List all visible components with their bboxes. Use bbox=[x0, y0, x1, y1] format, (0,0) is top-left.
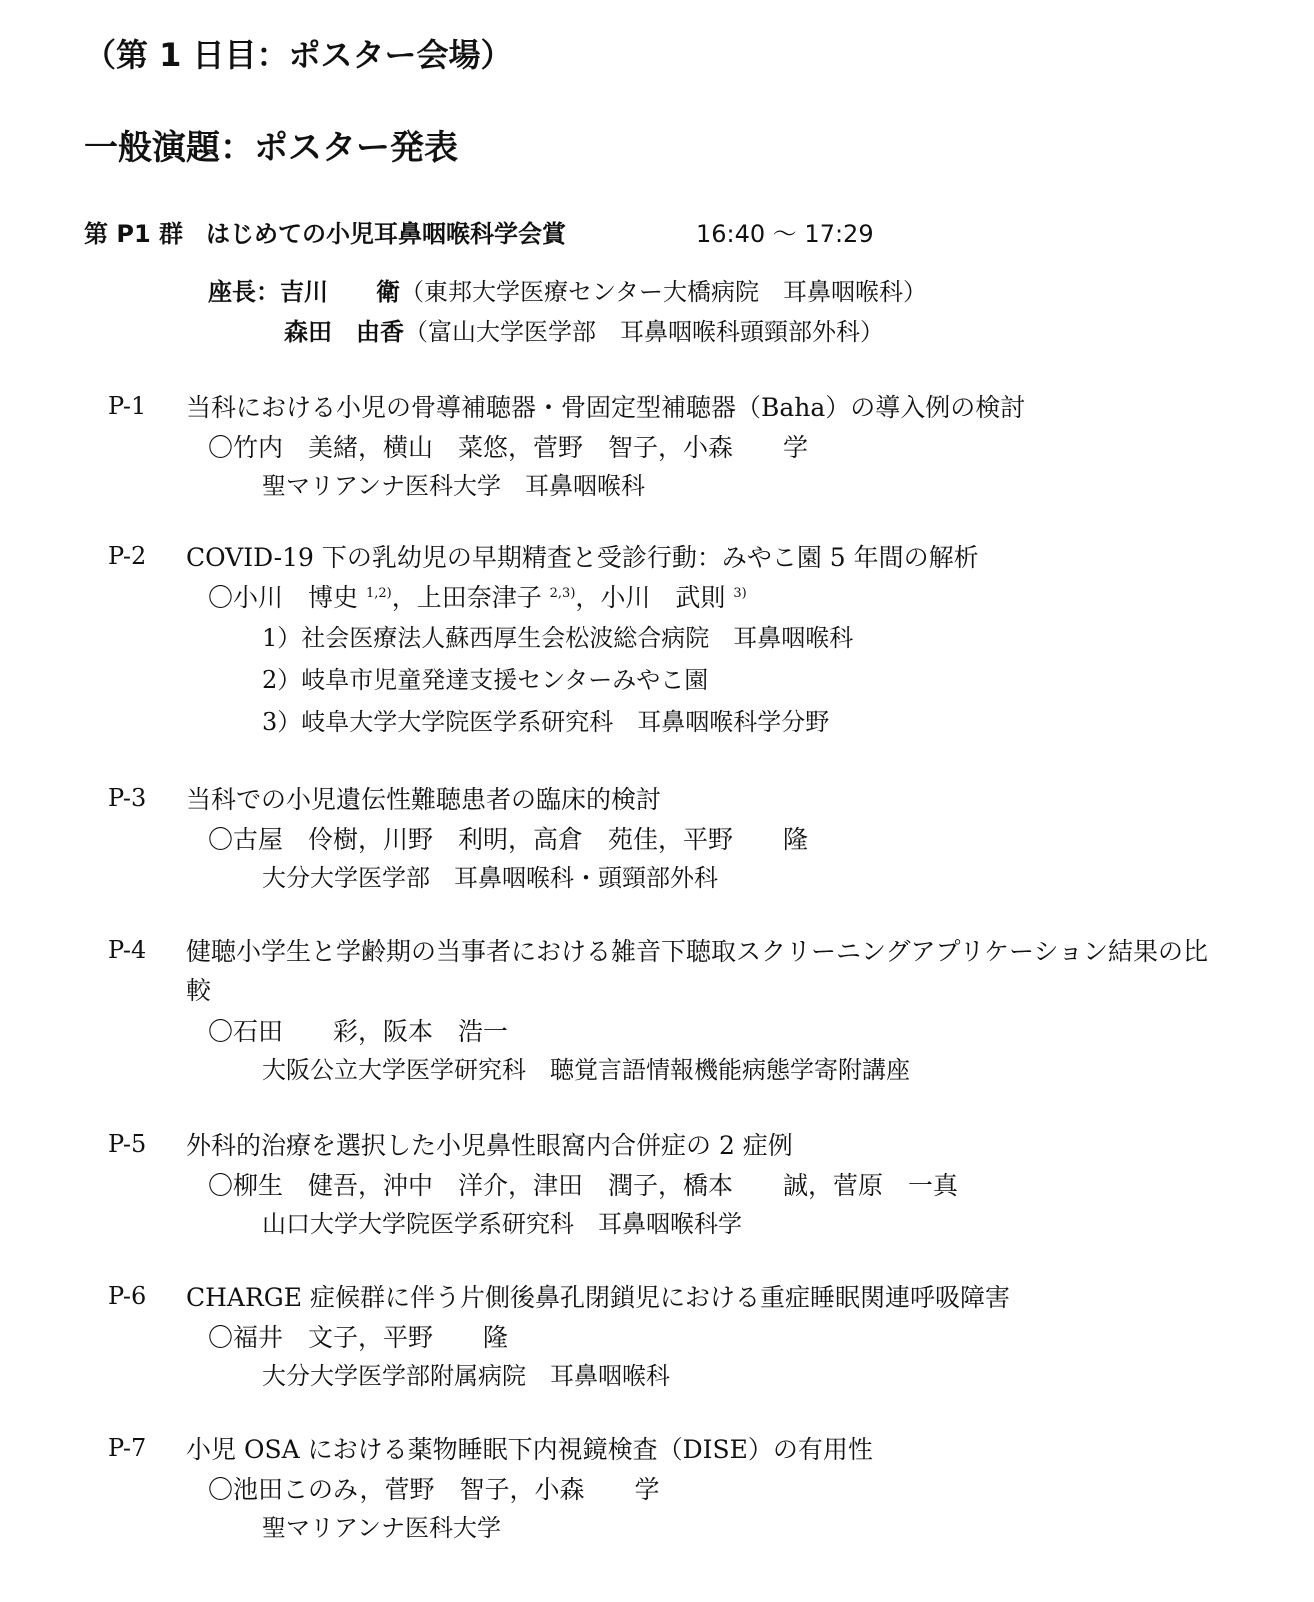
presentation-title: CHARGE 症候群に伴う片側後鼻孔閉鎖児における重症睡眠関連呼吸障害 bbox=[186, 1283, 1010, 1312]
presentation-id: P-2 bbox=[108, 542, 147, 570]
presentation-id: P-1 bbox=[108, 392, 147, 420]
day-header: （第 1 日目：ポスター会場） bbox=[84, 36, 513, 74]
presentation-affiliation: 大分大学医学部附属病院 耳鼻咽喉科 bbox=[262, 1362, 670, 1390]
author-affiliation-mark: 3) bbox=[733, 586, 747, 601]
presentation-affiliation: 聖マリアンナ医科大学 耳鼻咽喉科 bbox=[262, 472, 646, 500]
presentation-affiliation: 聖マリアンナ医科大学 bbox=[262, 1514, 502, 1542]
presentation-title: COVID-19 下の乳幼児の早期精査と受診行動：みやこ園 5 年間の解析 bbox=[186, 543, 979, 572]
chair-name: 森田 由香 bbox=[284, 318, 404, 346]
presentation-id: P-7 bbox=[108, 1434, 147, 1462]
presentation-authors: 〇石田 彩，阪本 浩一 bbox=[208, 1017, 509, 1046]
section-title: 一般演題：ポスター発表 bbox=[84, 128, 458, 168]
author-affiliation-mark: 2,3) bbox=[549, 586, 576, 601]
author-text: 〇小川 博史 bbox=[208, 583, 366, 612]
presentation-authors: 〇福井 文子，平野 隆 bbox=[208, 1323, 509, 1352]
author-text: ，小川 武則 bbox=[575, 583, 734, 612]
presentation-authors: 〇池田このみ，菅野 智子，小森 学 bbox=[208, 1475, 660, 1504]
presentation-title: 当科における小児の骨導補聴器・骨固定型補聴器（Baha）の導入例の検討 bbox=[186, 393, 1026, 422]
presentation-title: 当科での小児遺伝性難聴患者の臨床的検討 bbox=[186, 785, 662, 814]
group-heading bbox=[84, 214, 874, 249]
presentation-id: P-5 bbox=[108, 1130, 147, 1158]
presentation-affiliation: 3）岐阜大学大学院医学系研究科 耳鼻咽喉科学分野 bbox=[262, 708, 830, 736]
presentation-id: P-4 bbox=[108, 936, 147, 964]
presentation-affiliation: 大分大学医学部 耳鼻咽喉科・頭頸部外科 bbox=[262, 864, 718, 892]
presentation-affiliation: 大阪公立大学医学研究科 聴覚言語情報機能病態学寄附講座 bbox=[262, 1056, 910, 1084]
presentation-title: 小児 OSA における薬物睡眠下内視鏡検査（DISE）の有用性 bbox=[186, 1435, 873, 1464]
presentation-title: 健聴小学生と学齢期の当事者における雑音下聴取スクリーニングアプリケーション結果の比較 bbox=[186, 937, 1209, 1005]
presentation-title: 外科的治療を選択した小児鼻性眼窩内合併症の 2 症例 bbox=[186, 1131, 793, 1160]
chair-role: 座長： bbox=[208, 278, 280, 306]
presentation-authors: 〇柳生 健吾，沖中 洋介，津田 潤子，橋本 誠，菅原 一真 bbox=[208, 1171, 959, 1200]
chair-1 bbox=[208, 272, 927, 307]
chair-2 bbox=[284, 312, 884, 347]
author-affiliation-mark: 1,2) bbox=[365, 586, 392, 601]
presentation-affiliation: 山口大学大学院医学系研究科 耳鼻咽喉科学 bbox=[262, 1210, 742, 1238]
presentation-authors: 〇古屋 伶樹，川野 利明，高倉 苑佳，平野 隆 bbox=[208, 825, 809, 854]
presentation-affiliation: 2）岐阜市児童発達支援センターみやこ園 bbox=[262, 666, 709, 694]
chair-affiliation: （富山大学医学部 耳鼻咽喉科頭頸部外科） bbox=[404, 318, 884, 346]
chair-affiliation: （東邦大学医療センター大橋病院 耳鼻咽喉科） bbox=[400, 278, 928, 306]
chair-name: 吉川 衛 bbox=[280, 278, 400, 306]
presentation-id: P-3 bbox=[108, 784, 147, 812]
presentation-affiliation: 1）社会医療法人蘇西厚生会松波総合病院 耳鼻咽喉科 bbox=[262, 624, 854, 652]
group-time: 16:40 〜 17:29 bbox=[696, 220, 874, 248]
presentation-authors bbox=[208, 578, 747, 614]
author-text: ，上田奈津子 bbox=[391, 583, 550, 612]
presentation-authors: 〇竹内 美緒，横山 菜悠，菅野 智子，小森 学 bbox=[208, 433, 809, 462]
group-label: 第 P1 群 bbox=[84, 220, 183, 248]
presentation-id: P-6 bbox=[108, 1282, 147, 1310]
group-title: はじめての小児耳鼻咽喉科学会賞 bbox=[206, 220, 566, 248]
